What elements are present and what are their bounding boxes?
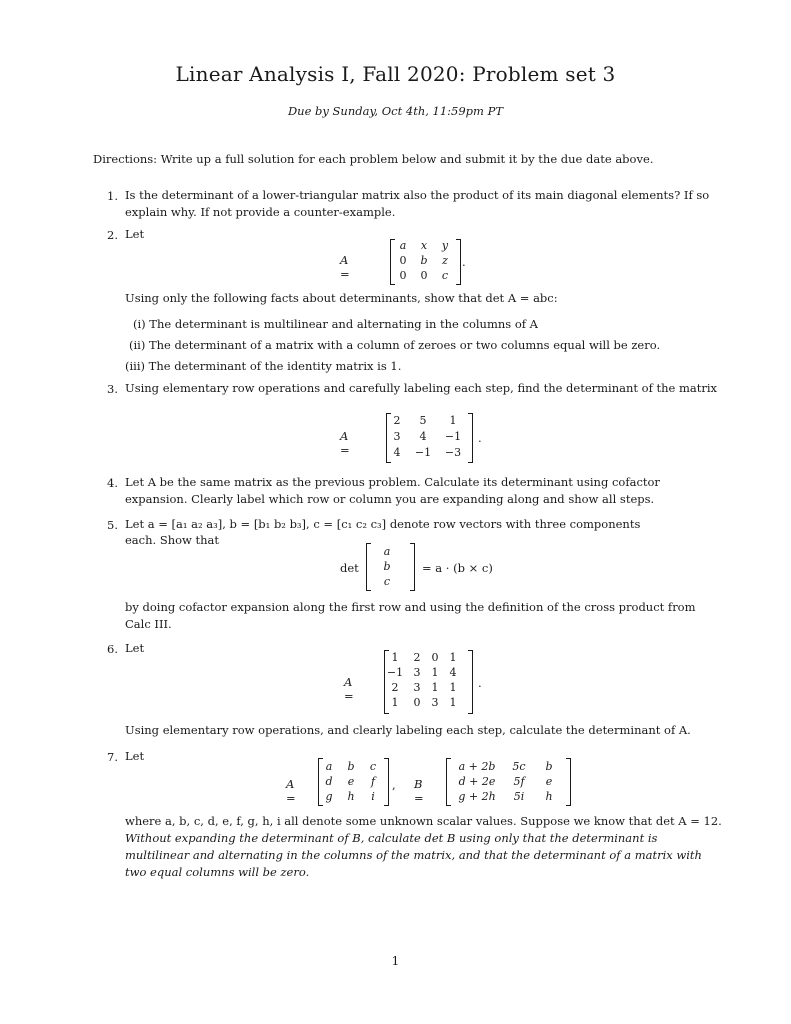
problem-number: 4.	[107, 476, 118, 490]
problem-intro: Let	[125, 641, 145, 655]
fact-item: (iii) The determinant of the identity matrix is 1.	[125, 359, 402, 373]
problem-text: Is the determinant of a lower-triangular matrix also the product of its main diagonal elements? If so explain why. If not provide a counter-example.	[125, 188, 710, 219]
det-row: c	[383, 575, 391, 588]
problem-7-after-a: where a, b, c, d, e, f, g, h, i all denote some unknown scalar values. Suppose we know that det A = 12.	[125, 814, 722, 828]
matrix-cell: 5f	[513, 775, 525, 788]
problem-number: 1.	[107, 189, 118, 203]
matrix-cell: i	[371, 790, 375, 803]
matrix-cell: −3	[444, 446, 462, 459]
matrix-label: A =	[340, 253, 350, 281]
matrix-cell: 1	[449, 696, 457, 709]
matrix-cell: e	[545, 775, 553, 788]
problem-5-text-b: each. Show that	[125, 533, 220, 547]
problem-number: 6.	[107, 642, 118, 656]
due-date: Due by Sunday, Oct 4th, 11:59pm PT	[287, 104, 504, 118]
matrix-cell: 1	[449, 414, 457, 427]
det-row: b	[383, 560, 391, 573]
det-rhs: = a · (b × c)	[422, 561, 493, 575]
problem-intro: Let	[125, 749, 145, 763]
matrix-cell: 0	[420, 269, 428, 282]
matrix-cell: 4	[419, 430, 427, 443]
problem-7-after-b: Without expanding the determinant of B, calculate det B using only that the determinant is multilinear and alternating in the columns of the matrix, and that the determinant of a matrix with two equal columns will be zero.	[125, 831, 702, 879]
matrix-cell: 5c	[512, 760, 526, 773]
page-number: 1	[391, 954, 400, 968]
det-label: det	[340, 561, 359, 575]
problem-2-after: Using only the following facts about determinants, show that det A = abc:	[125, 291, 558, 305]
matrix-cell: e	[347, 775, 355, 788]
matrix-cell: 5i	[513, 790, 525, 803]
matrix-cell: 0	[399, 254, 407, 267]
problem-number: 7.	[107, 750, 118, 764]
fact-item: (i) The determinant is multilinear and alternating in the columns of A	[133, 317, 538, 331]
matrix-cell: 4	[393, 446, 401, 459]
matrix-cell: 3	[413, 681, 421, 694]
matrix-cell: −1	[444, 430, 462, 443]
fact-item: (ii) The determinant of a matrix with a column of zeroes or two columns equal will be zero.	[129, 338, 661, 352]
matrix-cell: 2	[413, 651, 421, 664]
problem-number: 5.	[107, 518, 118, 532]
matrix-cell: x	[420, 239, 428, 252]
matrix-cell: c	[441, 269, 449, 282]
problem-5-after: by doing cofactor expansion along the first row and using the definition of the cross product from Calc III.	[125, 600, 696, 631]
matrix-cell: 0	[431, 651, 439, 664]
matrix-cell: 0	[413, 696, 421, 709]
matrix-cell: h	[347, 790, 355, 803]
problem-number: 2.	[107, 228, 118, 242]
matrix-cell: y	[441, 239, 449, 252]
matrix-cell: g + 2h	[458, 790, 496, 803]
problem-intro: Let	[125, 227, 145, 241]
matrix-cell: d + 2e	[458, 775, 496, 788]
matrix-cell: 3	[431, 696, 439, 709]
matrix-cell: 4	[449, 666, 457, 679]
document-page: Linear Analysis I, Fall 2020: Problem set 3 Due by Sunday, Oct 4th, 11:59pm PT Directions: Write up a full solution for each problem below and submit it by the due date above. 1. Is the determinant of a lower-triangular matrix also the product of its main diagonal elements? If so explain why. If not provide a counter-example. 2. Let A = a x y 0 b z 0 0 c . Using only the following facts about determinants, show that det A = abc: (i) The determinant is multilinear and alternating in the columns of A (ii) The determinant of a matrix with a column of zeroes or two columns equal will be zero. (iii) The determinant of the identity matrix is 1. 3. Using elementary row operations and carefully labeling each step, find the determinant of the matrix A = 2 5 1 3 4 −1 4 −1 −3 . 4. Let A be the same matrix as the previous problem. Calculate its determinant using cofactor expansion. Clearly label which row or column you are expanding along and show all steps. 5. Let a = [a₁ a₂ a₃], b = [b₁ b₂ b₃], c = [c₁ c₂ c₃] denote row vectors with three components each. Show that det a b c = a · (b × c) by doing cofactor expansion along the first row and using the definition of the cross product from Calc III. 6. Let A = 1 2 0 1 −1 3 1 4 2 3 1 1 1 0 3 1 . Using elementary row operations, and clearly labeling each step, calculate the determinant of A. 7. Let A = a b c d e f g h i , B = a + 2b 5c b d + 2e 5f e g + 2h 5i h where a, b, c, d, e, f, g, h, i all denote some unknown scalar values. Suppose we know that det A = 12. Without expanding the determinant of B, calculate det B using only that the determinant is multilinear and alternating in the columns of the matrix, and that the determinant of a matrix with two equal columns will be zero. 1	[0, 0, 791, 1024]
matrix-cell: c	[369, 760, 377, 773]
matrix-cell: 3	[393, 430, 401, 443]
matrix-cell: h	[545, 790, 553, 803]
matrix-cell: 2	[391, 681, 399, 694]
problem-text: Let a = [a₁ a₂ a₃], b = [b₁ b₂ b₃], c = [c₁ c₂ c₃] denote row vectors with three components	[125, 517, 641, 531]
matrix-label: A =	[286, 777, 296, 805]
problem-6-after: Using elementary row operations, and clearly labeling each step, calculate the determinant of A.	[125, 723, 691, 737]
matrix-cell: 1	[431, 666, 439, 679]
matrix-cell: b	[545, 760, 553, 773]
matrix-cell: 1	[391, 651, 399, 664]
matrix-cell: a	[325, 760, 333, 773]
problem-text: Using elementary row operations and carefully labeling each step, find the determinant of the matrix	[125, 381, 718, 395]
directions: Directions: Write up a full solution for each problem below and submit it by the due date above.	[93, 152, 654, 166]
matrix-label: A =	[340, 429, 350, 457]
matrix-label: A =	[344, 675, 354, 703]
problem-number: 3.	[107, 382, 118, 396]
matrix-cell: 1	[449, 651, 457, 664]
matrix-cell: 1	[431, 681, 439, 694]
matrix-cell: f	[370, 775, 376, 788]
matrix-cell: b	[347, 760, 355, 773]
matrix-cell: a + 2b	[458, 760, 496, 773]
matrix-cell: 1	[449, 681, 457, 694]
matrix-cell: a	[399, 239, 407, 252]
matrix-label: B =	[414, 777, 424, 805]
matrix-cell: g	[325, 790, 333, 803]
matrix-cell: 0	[399, 269, 407, 282]
matrix-cell: −1	[414, 446, 432, 459]
matrix-cell: −1	[386, 666, 404, 679]
det-row: a	[383, 545, 391, 558]
matrix-cell: 3	[413, 666, 421, 679]
matrix-cell: 1	[391, 696, 399, 709]
matrix-cell: 5	[419, 414, 427, 427]
matrix-cell: d	[325, 775, 333, 788]
matrix-cell: b	[420, 254, 428, 267]
problem-text: Let A be the same matrix as the previous problem. Calculate its determinant using cofactor expansion. Clearly label which row or column you are expanding along and show all steps.	[125, 475, 660, 506]
matrix-cell: z	[442, 254, 448, 267]
page-title: Linear Analysis I, Fall 2020: Problem set 3	[175, 62, 616, 86]
matrix-cell: 2	[393, 414, 401, 427]
